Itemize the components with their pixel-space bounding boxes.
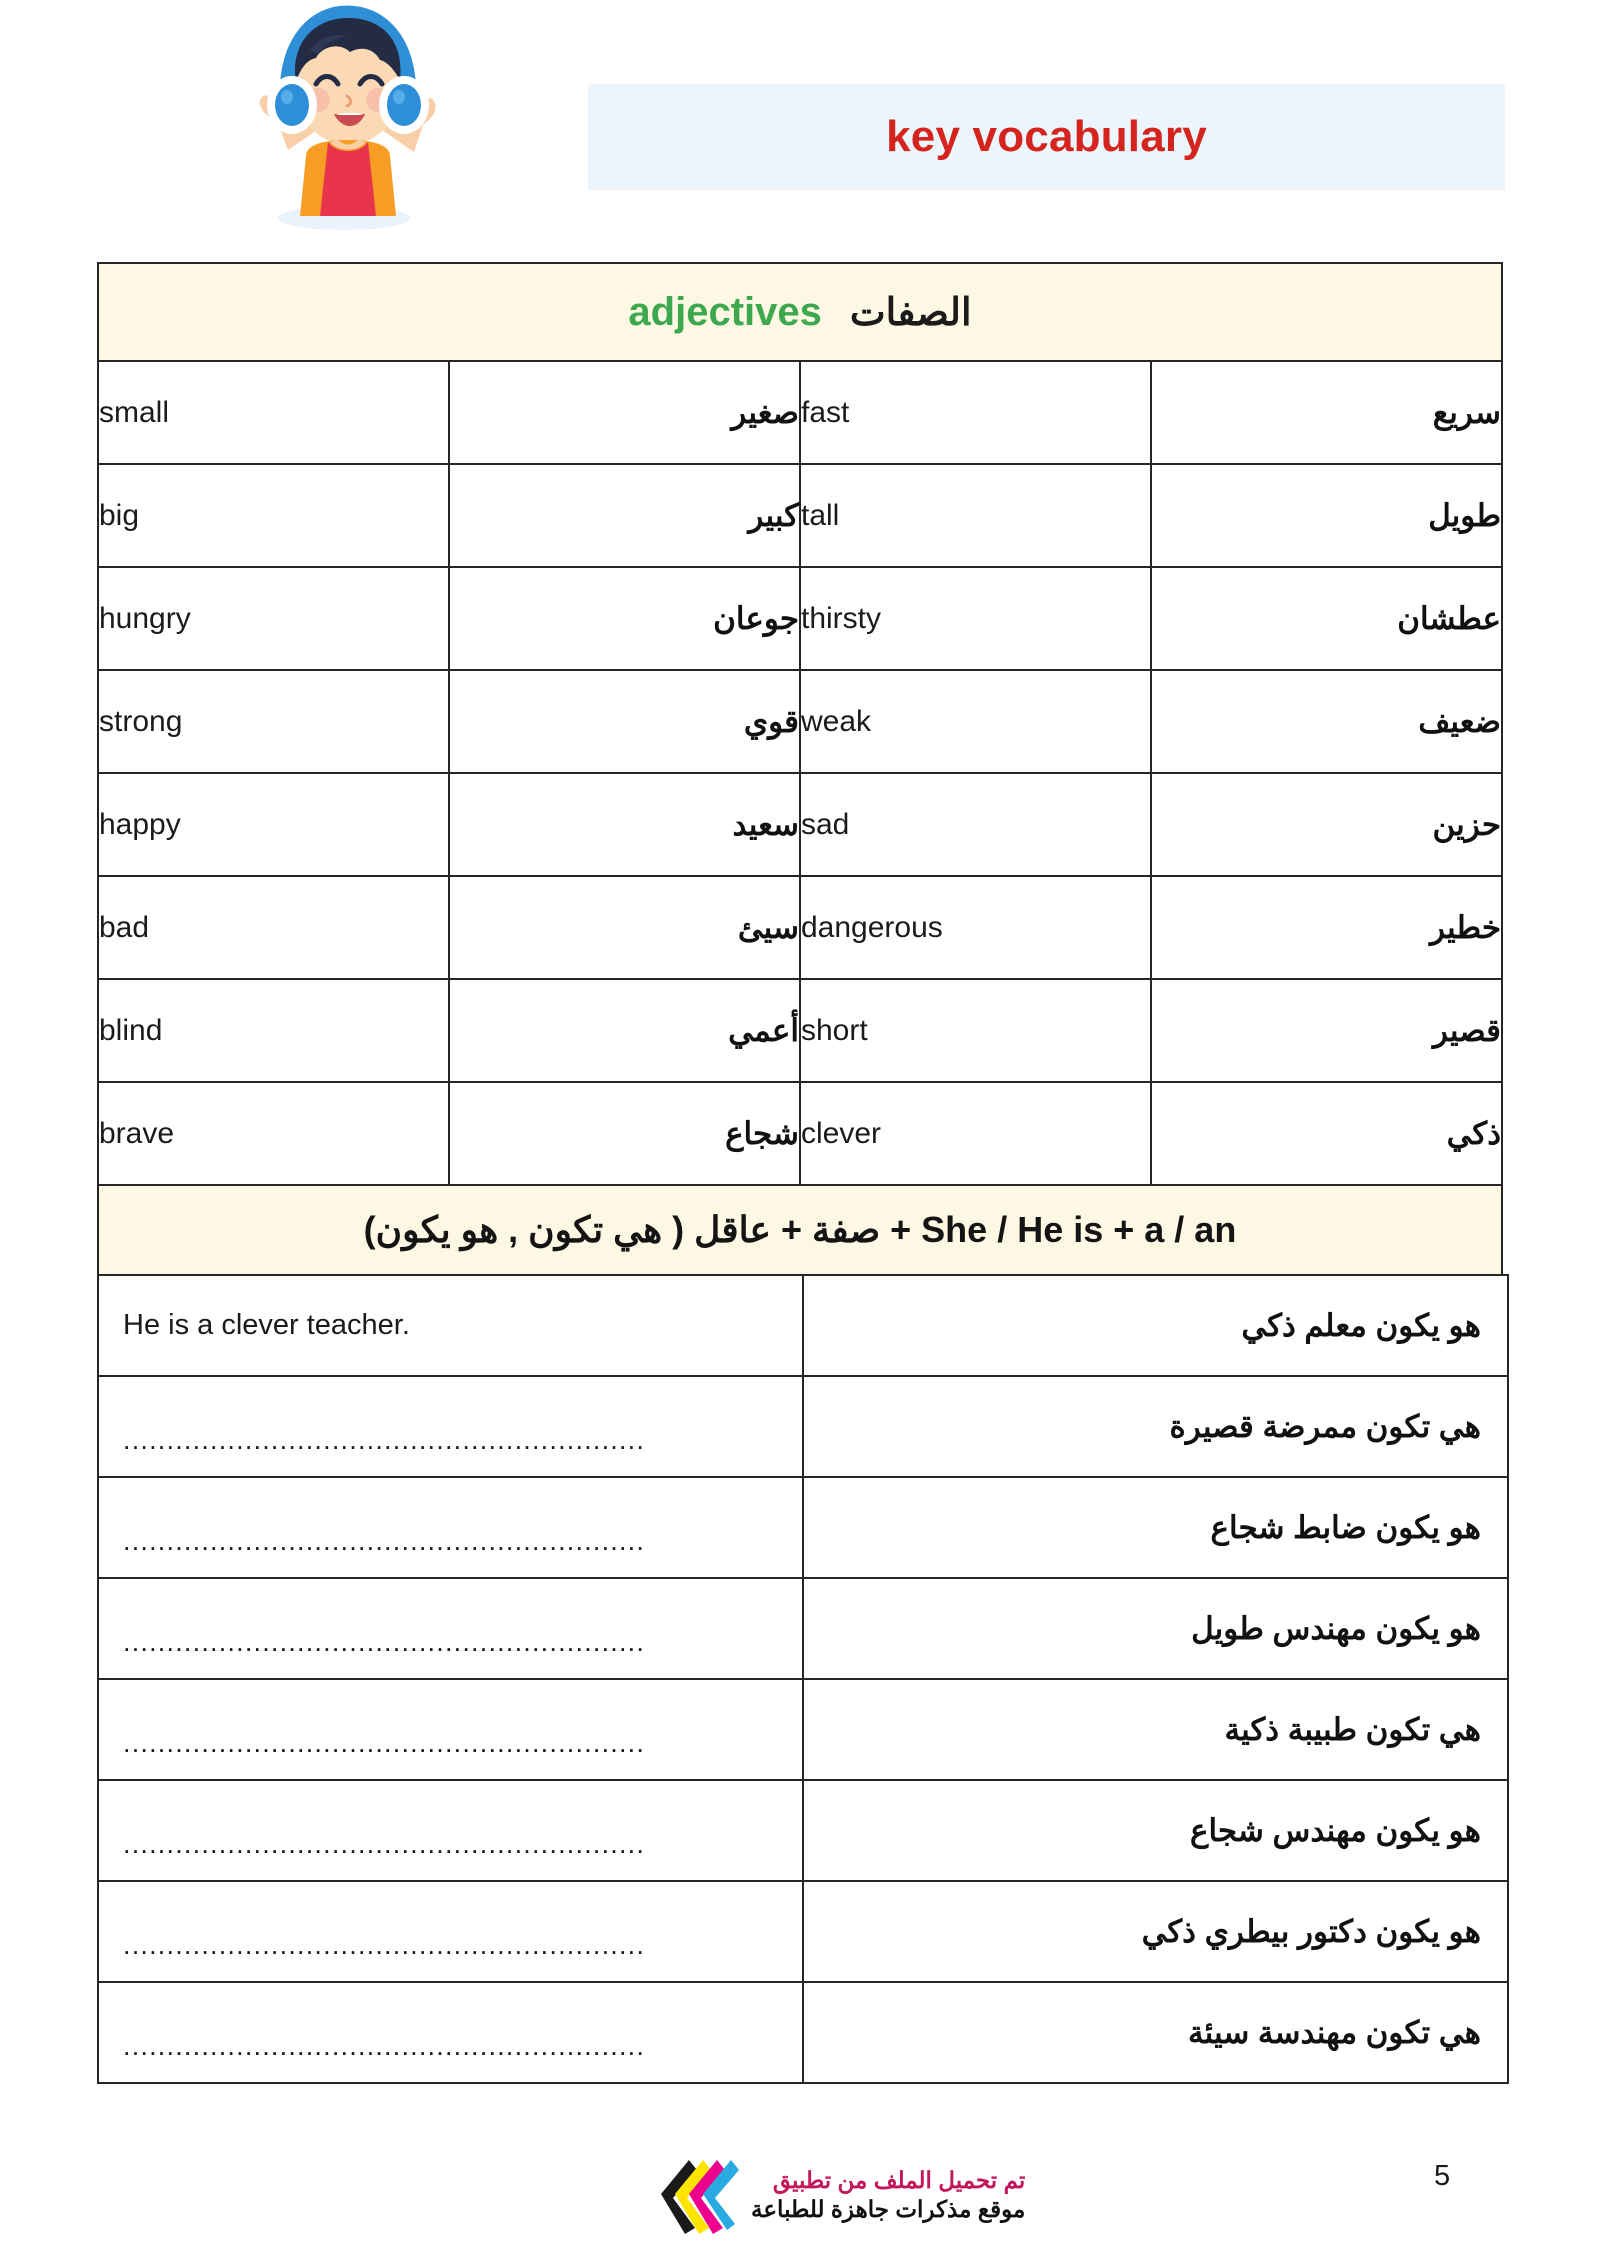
title-banner (588, 84, 1505, 190)
table-row (98, 876, 1502, 979)
exercise-answer-cell[interactable] (98, 1275, 803, 1376)
vocab-en-right: weak (800, 670, 1151, 773)
vocab-ar-right: حزين (1151, 773, 1502, 876)
exercise-prompt-cell (803, 1477, 1508, 1578)
exercise-answer-cell[interactable] (98, 1376, 803, 1477)
page-title: key vocabulary (886, 112, 1207, 161)
exercise-answer-line: ............................................................ (123, 1526, 646, 1556)
exercise-arabic-text: هي تكون طبيبة ذكية (1224, 1711, 1481, 1747)
exercise-answer-cell[interactable] (98, 1780, 803, 1881)
vocab-en-left: big (98, 464, 449, 567)
exercise-arabic-text: هو يكون معلم ذكي (1241, 1307, 1481, 1343)
vocab-en-right: tall (800, 464, 1151, 567)
exercise-arabic-text: هو يكون ضابط شجاع (1210, 1509, 1481, 1545)
vocab-en-left: happy (98, 773, 449, 876)
vocab-en-right: clever (800, 1082, 1151, 1185)
exercise-answer-line: ............................................................ (123, 1627, 646, 1657)
adjectives-table (97, 262, 1503, 1276)
vocab-ar-right: طويل (1151, 464, 1502, 567)
table-row (98, 361, 1502, 464)
vocab-ar-right: ضعيف (1151, 670, 1502, 773)
vocab-ar-left: كبير (449, 464, 800, 567)
page-header (0, 0, 1600, 250)
table-row (98, 1982, 1508, 2083)
exercise-answer-cell[interactable] (98, 1982, 803, 2083)
table-row (98, 670, 1502, 773)
exercise-arabic-text: هو يكون مهندس شجاع (1189, 1812, 1481, 1848)
vocab-ar-right: خطير (1151, 876, 1502, 979)
vocab-ar-right: عطشان (1151, 567, 1502, 670)
exercise-arabic-text: هو يكون دكتور بيطري ذكي (1141, 1913, 1481, 1949)
brand-watermark (655, 2152, 1025, 2238)
exercise-prompt-cell (803, 1578, 1508, 1679)
vocab-en-right: sad (800, 773, 1151, 876)
vocab-en-left: hungry (98, 567, 449, 670)
table-row (98, 1679, 1508, 1780)
exercise-english-text: He is a clever teacher. (123, 1309, 410, 1341)
exercise-arabic-text: هو يكون مهندس طويل (1191, 1610, 1481, 1646)
vocab-ar-left: صغير (449, 361, 800, 464)
boy-with-headphones-icon (248, 4, 438, 232)
section-arabic-label: الصفات (849, 291, 972, 334)
page-footer (0, 2140, 1600, 2260)
table-row (98, 979, 1502, 1082)
vocab-en-left: blind (98, 979, 449, 1082)
exercise-arabic-text: هي تكون ممرضة قصيرة (1169, 1408, 1481, 1444)
exercise-arabic-text: هي تكون مهندسة سيئة (1188, 2014, 1481, 2050)
exercise-answer-cell[interactable] (98, 1881, 803, 1982)
exercise-prompt-cell (803, 1376, 1508, 1477)
exercise-answer-cell[interactable] (98, 1679, 803, 1780)
exercise-answer-line: ............................................................ (123, 1425, 646, 1455)
exercise-answer-line: ............................................................ (123, 1829, 646, 1859)
vocab-ar-right: قصير (1151, 979, 1502, 1082)
vocab-ar-left: جوعان (449, 567, 800, 670)
table-row (98, 773, 1502, 876)
exercise-prompt-cell (803, 1780, 1508, 1881)
table-row (98, 567, 1502, 670)
table-row (98, 1881, 1508, 1982)
exercise-answer-cell[interactable] (98, 1578, 803, 1679)
fanned-chevron-logo-icon (655, 2152, 741, 2238)
rule-row (98, 1185, 1502, 1275)
vocab-en-right: thirsty (800, 567, 1151, 670)
brand-text (751, 2166, 1025, 2224)
table-row (98, 464, 1502, 567)
vocab-ar-left: سعيد (449, 773, 800, 876)
vocab-en-right: fast (800, 361, 1151, 464)
vocab-en-left: bad (98, 876, 449, 979)
section-header-row (98, 263, 1502, 361)
vocab-ar-left: قوي (449, 670, 800, 773)
grammar-rule-text: She / He is + a / an + صفة + عاقل ( هي تكون , هو يكون) (98, 1185, 1502, 1275)
page-number: 5 (1434, 2160, 1451, 2192)
vocab-ar-left: سيئ (449, 876, 800, 979)
vocab-en-right: dangerous (800, 876, 1151, 979)
vocab-en-left: small (98, 361, 449, 464)
section-header-cell (98, 263, 1502, 361)
vocab-en-left: brave (98, 1082, 449, 1185)
table-row (98, 1275, 1508, 1376)
table-row (98, 1082, 1502, 1185)
vocab-en-right: short (800, 979, 1151, 1082)
table-row (98, 1376, 1508, 1477)
exercise-prompt-cell (803, 1275, 1508, 1376)
exercise-answer-cell[interactable] (98, 1477, 803, 1578)
brand-line-1: تم تحميل الملف من تطبيق (772, 2167, 1026, 2194)
vocab-ar-left: أعمي (449, 979, 800, 1082)
vocab-ar-right: ذكي (1151, 1082, 1502, 1185)
exercise-table (97, 1274, 1509, 2084)
exercise-answer-line: ............................................................ (123, 2031, 646, 2061)
table-row (98, 1780, 1508, 1881)
vocab-en-left: strong (98, 670, 449, 773)
table-row (98, 1477, 1508, 1578)
worksheet-body (97, 262, 1503, 2084)
section-english-label: adjectives (628, 289, 822, 334)
exercise-prompt-cell (803, 1881, 1508, 1982)
brand-line-2: موقع مذكرات جاهزة للطباعة (751, 2196, 1026, 2222)
vocab-ar-right: سريع (1151, 361, 1502, 464)
table-row (98, 1578, 1508, 1679)
exercise-answer-line: ............................................................ (123, 1930, 646, 1960)
exercise-answer-line: ............................................................ (123, 1728, 646, 1758)
exercise-prompt-cell (803, 1679, 1508, 1780)
vocab-ar-left: شجاع (449, 1082, 800, 1185)
exercise-prompt-cell (803, 1982, 1508, 2083)
